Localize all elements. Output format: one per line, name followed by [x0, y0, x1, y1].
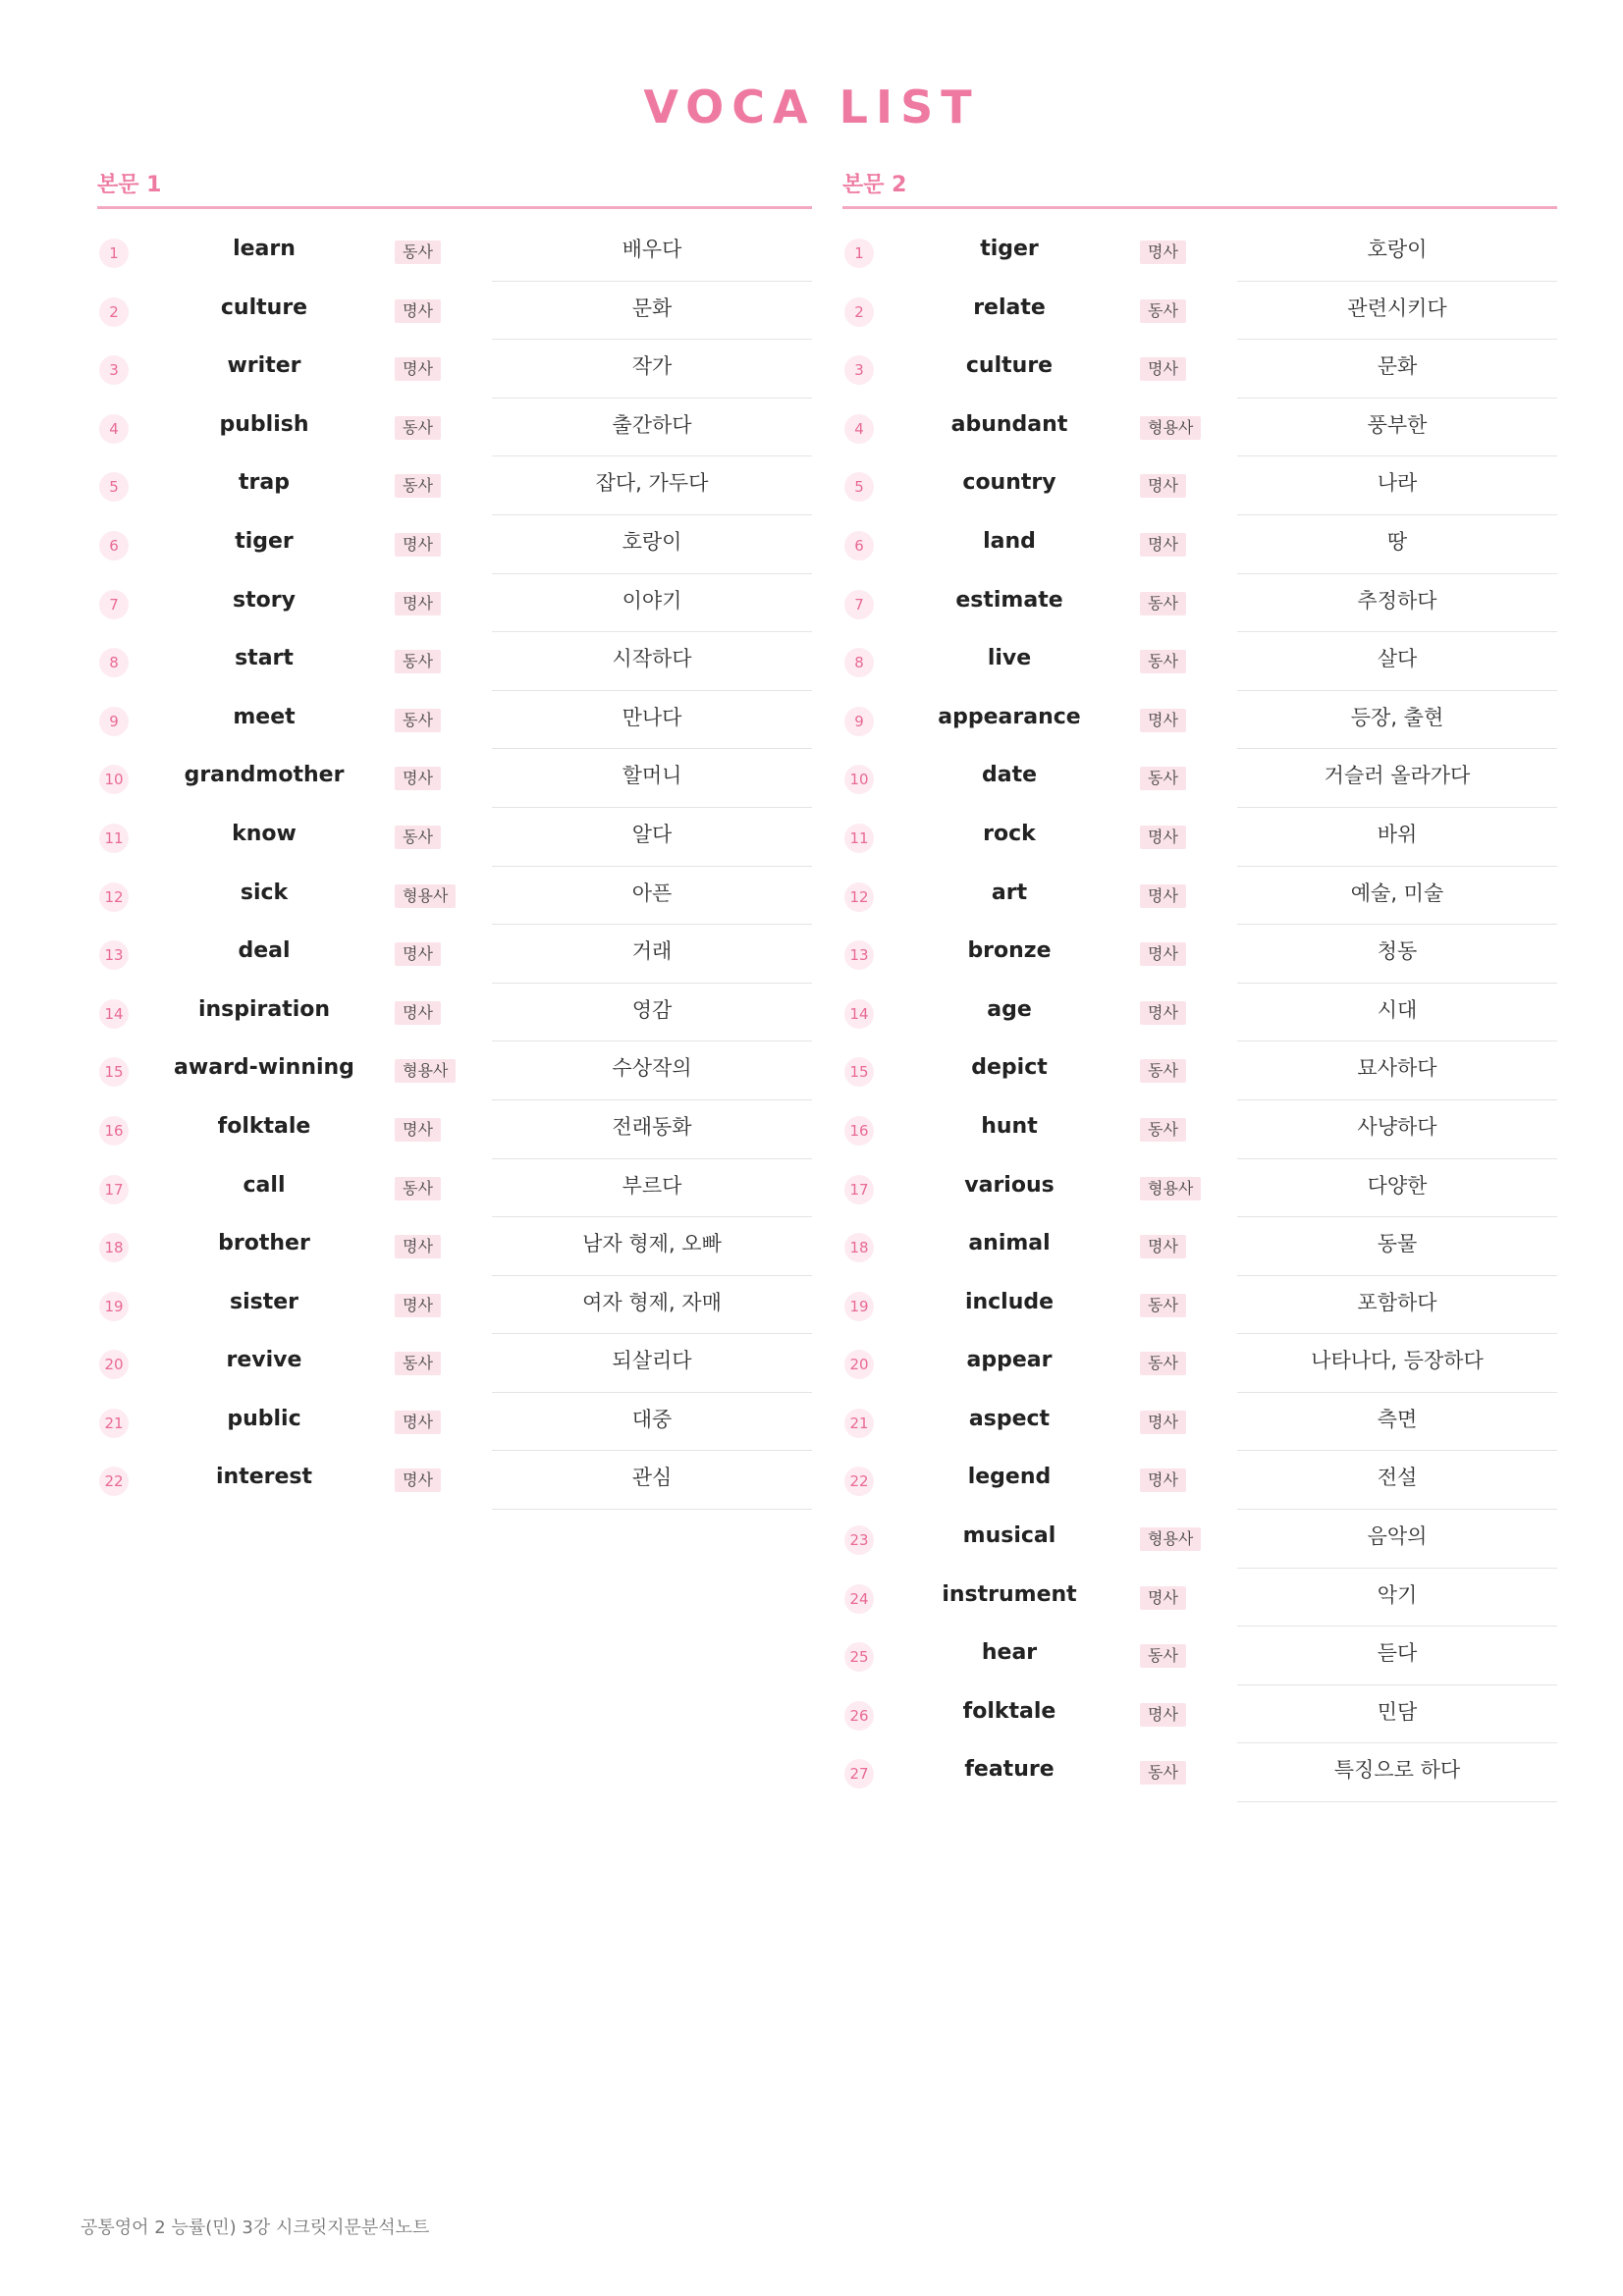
vocab-number: 24 [844, 1584, 874, 1614]
vocab-number: 23 [844, 1525, 874, 1555]
part-of-speech-badge: 동사 [395, 240, 441, 264]
vocab-meaning: 바위 [1377, 822, 1418, 846]
vocab-meaning: 묘사하다 [1357, 1056, 1437, 1081]
vocab-word: country [962, 470, 1056, 496]
vocab-meaning: 동물 [1377, 1232, 1418, 1256]
vocab-number: 21 [844, 1409, 874, 1438]
part-of-speech-badge: 동사 [1140, 1352, 1186, 1375]
vocab-meaning: 다양한 [1367, 1173, 1428, 1198]
vocab-number: 7 [99, 590, 129, 619]
part-of-speech-badge: 형용사 [1140, 1177, 1201, 1201]
vocab-row [97, 1159, 812, 1218]
vocab-row [97, 1393, 812, 1452]
part-of-speech-badge: 명사 [395, 592, 441, 615]
vocab-word: learn [233, 237, 296, 261]
part-of-speech-badge: 동사 [1140, 1644, 1186, 1668]
part-of-speech-badge: 명사 [1140, 1468, 1186, 1492]
vocab-meaning: 되살리다 [612, 1349, 692, 1373]
vocab-number: 4 [844, 414, 874, 444]
vocab-word: publish [219, 411, 309, 437]
vocab-number: 5 [844, 472, 874, 502]
part-of-speech-badge: 동사 [1140, 592, 1186, 615]
vocab-number: 6 [99, 531, 129, 561]
vocab-word: musical [962, 1523, 1056, 1549]
part-of-speech-badge: 동사 [395, 709, 441, 732]
vocab-meaning: 민담 [1377, 1699, 1418, 1724]
section-1-rows [97, 223, 812, 1510]
part-of-speech-badge: 명사 [395, 357, 441, 381]
vocab-meaning: 관심 [631, 1466, 673, 1490]
vocab-word: land [983, 528, 1036, 554]
vocab-row [842, 1510, 1557, 1569]
vocab-meaning: 사냥하다 [1357, 1114, 1437, 1139]
vocab-word: feature [964, 1757, 1055, 1783]
vocab-row [97, 1451, 812, 1510]
vocab-meaning: 대중 [631, 1407, 673, 1431]
vocab-word: live [987, 646, 1032, 671]
part-of-speech-badge: 명사 [1140, 826, 1186, 849]
vocab-meaning: 시대 [1377, 997, 1418, 1022]
part-of-speech-badge: 명사 [1140, 942, 1186, 966]
vocab-word: relate [973, 294, 1046, 320]
part-of-speech-badge: 동사 [1140, 1118, 1186, 1142]
vocab-row [842, 1276, 1557, 1335]
vocab-row [97, 1276, 812, 1335]
vocab-word: instrument [942, 1581, 1077, 1607]
vocab-row [97, 456, 812, 515]
vocab-meaning: 호랑이 [1367, 238, 1428, 261]
vocab-meaning: 작가 [631, 354, 673, 379]
vocab-word: aspect [968, 1406, 1051, 1431]
vocab-number: 10 [844, 765, 874, 794]
part-of-speech-badge: 명사 [395, 1001, 441, 1025]
vocab-row [842, 223, 1557, 282]
part-of-speech-badge: 동사 [395, 826, 441, 849]
vocab-word: grandmother [184, 763, 345, 788]
vocab-row [97, 282, 812, 341]
vocab-meaning: 추정하다 [1357, 588, 1437, 613]
part-of-speech-badge: 동사 [1140, 1294, 1186, 1317]
part-of-speech-badge: 명사 [1140, 474, 1186, 498]
section-2 [842, 169, 1557, 1802]
vocab-number: 21 [99, 1409, 129, 1438]
vocab-row [842, 925, 1557, 984]
vocab-meaning: 등장, 출현 [1350, 705, 1444, 729]
vocab-word: sister [229, 1289, 299, 1314]
vocab-meaning: 잡다, 가두다 [595, 471, 709, 496]
vocab-row [97, 925, 812, 984]
vocab-word: hear [981, 1640, 1038, 1666]
vocab-word: rock [983, 821, 1036, 846]
vocab-number: 20 [844, 1350, 874, 1379]
vocab-meaning: 음악의 [1367, 1524, 1428, 1549]
vocab-word: inspiration [197, 996, 331, 1022]
vocab-word: culture [220, 294, 308, 320]
vocab-word: abundant [950, 411, 1068, 437]
vocab-meaning: 영감 [631, 997, 673, 1022]
vocab-meaning: 풍부한 [1367, 412, 1428, 437]
vocab-number: 4 [99, 414, 129, 444]
vocab-row [842, 808, 1557, 867]
vocab-word: award-winning [174, 1055, 354, 1081]
vocab-word: story [233, 587, 296, 613]
part-of-speech-badge: 동사 [1140, 1761, 1186, 1785]
vocab-word: folktale [217, 1113, 311, 1139]
part-of-speech-badge: 명사 [395, 1118, 441, 1142]
vocab-meaning: 전래동화 [612, 1114, 692, 1139]
vocab-row [97, 399, 812, 457]
vocab-row [842, 515, 1557, 574]
section-1 [97, 169, 812, 1510]
vocab-meaning: 나타나다, 등장하다 [1311, 1349, 1484, 1373]
vocab-row [842, 574, 1557, 633]
vocab-number: 19 [844, 1292, 874, 1321]
vocab-number: 9 [844, 707, 874, 736]
page-title: VOCA LIST [643, 80, 980, 133]
part-of-speech-badge: 명사 [395, 1468, 441, 1492]
vocab-meaning: 나라 [1377, 471, 1418, 496]
part-of-speech-badge: 형용사 [395, 884, 456, 908]
vocab-row [97, 1041, 812, 1100]
vocab-number: 19 [99, 1292, 129, 1321]
vocab-meaning: 출간하다 [612, 412, 692, 437]
vocab-number: 11 [99, 824, 129, 853]
section-2-rule [842, 206, 1557, 209]
vocab-meaning: 거래 [631, 939, 673, 964]
vocab-row [97, 749, 812, 808]
vocab-number: 25 [844, 1642, 874, 1672]
part-of-speech-badge: 명사 [1140, 1411, 1186, 1434]
vocab-row [842, 1685, 1557, 1744]
part-of-speech-badge: 명사 [1140, 533, 1186, 557]
part-of-speech-badge: 명사 [1140, 1586, 1186, 1610]
page-footer: 공통영어 2 능률(민) 3강 시크릿지문분석노트 [81, 2217, 430, 2238]
part-of-speech-badge: 동사 [1140, 650, 1186, 673]
part-of-speech-badge: 명사 [1140, 1703, 1186, 1727]
vocab-meaning: 시작하다 [612, 647, 692, 671]
vocab-meaning: 문화 [1377, 354, 1418, 379]
vocab-word: date [981, 763, 1038, 788]
part-of-speech-badge: 명사 [1140, 357, 1186, 381]
part-of-speech-badge: 명사 [395, 942, 441, 966]
part-of-speech-badge: 명사 [395, 1411, 441, 1434]
part-of-speech-badge: 명사 [1140, 1235, 1186, 1258]
part-of-speech-badge: 동사 [395, 1352, 441, 1375]
vocab-number: 11 [844, 824, 874, 853]
vocab-word: age [987, 996, 1032, 1022]
vocab-number: 16 [99, 1116, 129, 1146]
part-of-speech-badge: 동사 [395, 474, 441, 498]
vocab-number: 5 [99, 472, 129, 502]
vocab-row [97, 515, 812, 574]
vocab-meaning: 만나다 [622, 705, 682, 729]
row-divider [492, 1509, 812, 1510]
part-of-speech-badge: 형용사 [395, 1059, 456, 1083]
vocab-word: revive [226, 1348, 302, 1373]
vocab-word: writer [227, 353, 301, 379]
part-of-speech-badge: 명사 [395, 299, 441, 323]
vocab-meaning: 전설 [1377, 1466, 1418, 1490]
vocab-meaning: 땅 [1386, 529, 1408, 554]
vocab-number: 26 [844, 1701, 874, 1731]
vocab-number: 15 [99, 1057, 129, 1087]
vocab-row [97, 867, 812, 926]
row-divider [1237, 1801, 1557, 1802]
vocab-meaning: 살다 [1377, 647, 1418, 671]
vocab-row [97, 223, 812, 282]
part-of-speech-badge: 명사 [395, 1235, 441, 1258]
part-of-speech-badge: 형용사 [1140, 416, 1201, 440]
vocab-row [97, 340, 812, 399]
vocab-word: include [964, 1289, 1055, 1314]
vocab-meaning: 거슬러 올라가다 [1324, 764, 1471, 788]
vocab-row [97, 808, 812, 867]
vocab-number: 10 [99, 765, 129, 794]
vocab-row [842, 1393, 1557, 1452]
vocab-meaning: 호랑이 [622, 529, 682, 554]
vocab-row [97, 691, 812, 750]
vocab-word: estimate [955, 587, 1063, 613]
vocab-word: sick [240, 880, 289, 905]
vocab-meaning: 부르다 [622, 1173, 682, 1198]
section-2-rows [842, 223, 1557, 1802]
vocab-meaning: 청동 [1377, 939, 1418, 964]
vocab-meaning: 알다 [631, 822, 673, 846]
vocab-row [97, 1217, 812, 1276]
vocab-number: 9 [99, 707, 129, 736]
vocab-meaning: 특징으로 하다 [1333, 1758, 1461, 1783]
vocab-number: 3 [844, 355, 874, 385]
vocab-number: 17 [99, 1175, 129, 1204]
vocab-row [97, 984, 812, 1042]
vocab-meaning: 문화 [631, 295, 673, 320]
vocab-word: legend [967, 1465, 1052, 1490]
vocab-row [842, 1041, 1557, 1100]
vocab-row [842, 1569, 1557, 1628]
vocab-meaning: 측면 [1377, 1407, 1418, 1431]
vocab-word: start [235, 646, 294, 671]
vocab-row [842, 456, 1557, 515]
vocab-number: 18 [99, 1233, 129, 1262]
vocab-row [842, 1743, 1557, 1802]
vocab-row [97, 632, 812, 691]
vocab-word: appearance [938, 704, 1081, 729]
vocab-row [842, 1100, 1557, 1159]
part-of-speech-badge: 동사 [395, 1177, 441, 1201]
vocab-number: 1 [99, 239, 129, 268]
vocab-meaning: 수상작의 [612, 1056, 692, 1081]
vocab-row [842, 282, 1557, 341]
vocab-number: 14 [99, 999, 129, 1029]
vocab-number: 3 [99, 355, 129, 385]
vocab-meaning: 배우다 [622, 238, 682, 261]
vocab-row [842, 1627, 1557, 1685]
vocab-number: 8 [844, 648, 874, 677]
vocab-word: appear [966, 1348, 1053, 1373]
vocab-meaning: 아픈 [631, 881, 673, 905]
vocab-number: 13 [99, 940, 129, 970]
vocab-word: deal [238, 938, 291, 964]
vocab-number: 7 [844, 590, 874, 619]
vocab-meaning: 포함하다 [1357, 1290, 1437, 1314]
vocab-row [97, 1334, 812, 1393]
vocab-word: hunt [981, 1113, 1038, 1139]
vocab-word: art [991, 880, 1028, 905]
vocab-number: 22 [99, 1467, 129, 1496]
part-of-speech-badge: 명사 [1140, 709, 1186, 732]
vocab-word: bronze [967, 938, 1052, 964]
vocab-number: 12 [99, 882, 129, 912]
part-of-speech-badge: 명사 [395, 767, 441, 790]
part-of-speech-badge: 동사 [1140, 767, 1186, 790]
vocab-word: meet [233, 704, 296, 729]
part-of-speech-badge: 명사 [1140, 240, 1186, 264]
vocab-word: tiger [980, 237, 1039, 261]
vocab-word: trap [239, 470, 290, 496]
vocab-row [842, 399, 1557, 457]
vocab-meaning: 예술, 미술 [1350, 881, 1444, 905]
vocab-word: tiger [235, 528, 294, 554]
section-1-rule [97, 206, 812, 209]
part-of-speech-badge: 동사 [1140, 299, 1186, 323]
vocab-word: depict [971, 1055, 1048, 1081]
vocab-number: 14 [844, 999, 874, 1029]
vocab-row [842, 867, 1557, 926]
part-of-speech-badge: 명사 [1140, 884, 1186, 908]
vocab-row [842, 1159, 1557, 1218]
vocab-meaning: 악기 [1377, 1582, 1418, 1607]
vocab-number: 1 [844, 239, 874, 268]
vocab-meaning: 이야기 [622, 588, 682, 613]
vocab-row [97, 1100, 812, 1159]
vocab-meaning: 남자 형제, 오빠 [582, 1232, 722, 1256]
vocab-number: 6 [844, 531, 874, 561]
vocab-row [842, 1217, 1557, 1276]
vocab-row [842, 749, 1557, 808]
vocab-number: 2 [99, 297, 129, 327]
part-of-speech-badge: 형용사 [1140, 1527, 1201, 1551]
section-1-label: 본문 1 [97, 173, 162, 197]
section-2-label: 본문 2 [842, 173, 907, 197]
vocab-word: know [232, 821, 297, 846]
vocab-number: 20 [99, 1350, 129, 1379]
vocab-word: various [964, 1172, 1055, 1198]
vocab-meaning: 듣다 [1377, 1641, 1418, 1666]
part-of-speech-badge: 명사 [395, 533, 441, 557]
vocab-row [842, 984, 1557, 1042]
vocab-meaning: 관련시키다 [1347, 295, 1447, 320]
vocab-number: 15 [844, 1057, 874, 1087]
vocab-row [842, 1451, 1557, 1510]
part-of-speech-badge: 명사 [395, 1294, 441, 1317]
vocab-number: 16 [844, 1116, 874, 1146]
vocab-number: 18 [844, 1233, 874, 1262]
vocab-row [842, 632, 1557, 691]
vocab-word: folktale [962, 1698, 1056, 1724]
vocab-word: brother [218, 1231, 310, 1256]
part-of-speech-badge: 동사 [395, 416, 441, 440]
vocab-number: 12 [844, 882, 874, 912]
part-of-speech-badge: 명사 [1140, 1001, 1186, 1025]
vocab-number: 27 [844, 1759, 874, 1789]
vocab-row [97, 574, 812, 633]
vocab-row [842, 691, 1557, 750]
vocab-meaning: 할머니 [622, 764, 682, 788]
vocab-number: 2 [844, 297, 874, 327]
vocab-word: interest [215, 1465, 313, 1490]
vocab-row [842, 1334, 1557, 1393]
vocab-word: public [227, 1406, 301, 1431]
vocab-word: call [243, 1172, 286, 1198]
part-of-speech-badge: 동사 [1140, 1059, 1186, 1083]
vocab-meaning: 여자 형제, 자매 [582, 1290, 722, 1314]
part-of-speech-badge: 동사 [395, 650, 441, 673]
vocab-number: 22 [844, 1467, 874, 1496]
vocab-number: 17 [844, 1175, 874, 1204]
vocab-number: 13 [844, 940, 874, 970]
vocab-row [842, 340, 1557, 399]
vocab-number: 8 [99, 648, 129, 677]
vocab-word: culture [965, 353, 1054, 379]
vocab-word: animal [968, 1231, 1051, 1256]
